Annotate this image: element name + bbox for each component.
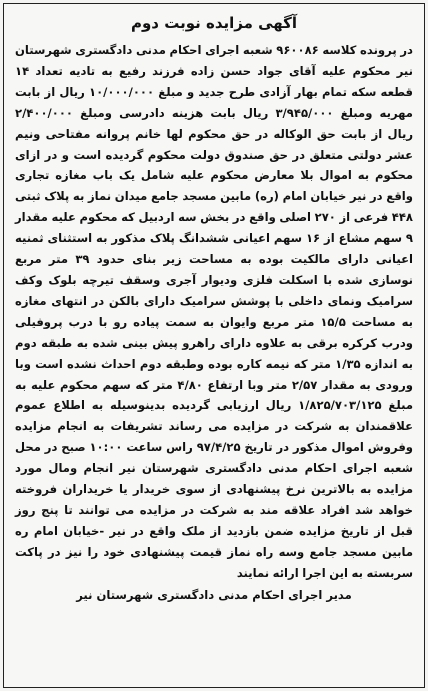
notice-body: در پرونده کلاسه ۹۶۰۰۸۶ شعبه اجرای احکام مدنی دادگستری شهرستان نیر محکوم علیه آقای جواد حسن زاده فرزند رفیع به تادیه تعداد ۱۴ قطعه سکه تمام بهار آزادی طرح جدید و مبلغ ۱۰/۰۰۰/۰۰۰ ریال از بابت مهریه ومبلغ ۳/۹۴۵/۰۰۰ ریال بابت هزینه دادرسی ومبلغ ۲/۴۰۰/۰۰۰ ریال از بابت حق الوکاله در حق محکوم لها خانم پروانه مفتاحی ونیم عشر دولتی متعلق در حق صندوق دولت محکوم گردیده است و در ازای محکوم به اموال بلا معارض محکوم علیه شامل یک باب مغازه تجاری واقع در نیر خیابان امام (ره) مابین مسجد جامع میدان نماز به پلاک ثبتی ۴۴۸ فرعی از ۲۷۰ اصلی واقع در بخش سه اردبیل که محکوم علیه مقدار ۹ سهم مشاع از ۱۶ سهم اعیانی ششدانگ پلاک مذکور به استثنای ثمنیه اعیانی دارای مالکیت بوده به مساحت زیر بنای حدود ۳۹ متر مربع نوسازی شده با اسکلت فلزی ودیوار آجری وسقف تیرچه بلوک وکف سرامیک ونمای داخلی با پوشش سرامیک دارای بالکن در انتهای مغازه به مساحت ۱۵/۵ متر مربع وایوان به سمت پیاده رو با درب پروفیلی ودرب کرکره برقی به علاوه دارای راهرو پیش بینی شده به طبقه دوم به اندازه ۱/۳۵ متر که نیمه کاره بوده وطبقه دوم احداث نشده است وبا ورودی به مقدار ۲/۵۷ متر وبا ارتفاع ۴/۸۰ متر که سهم محکوم علیه به مبلغ ۱/۸۲۵/۷۰۳/۱۲۵ ریال ارزیابی گردیده بدینوسیله به اطلاع عموم علاقمندان به شرکت در مزایده می رساند تشریفات به انجام مزایده وفروش اموال مذکور در تاریخ ۹۷/۴/۲۵ راس ساعت ۱۰:۰۰ صبح در محل شعبه اجرای احکام مدنی دادگستری شهرستان نیر انجام ومال مورد مزایده به بالاترین نرخ پیشنهادی از سوی خریدار یا خریداران فروخته خواهد شد افراد علاقه مند به شرکت در مزایده می توانند تا پنج روز قبل از تاریخ مزایده ضمن بازدید از ملک واقع در نیر -خیابان امام ره مابین مسجد جامع وسه راه نماز قیمت پیشنهادی خود را نیز در پاکت سربسته به این اجرا ارائه نمایند	[15, 43, 414, 580]
notice-title: آگهی مزایده نوبت دوم	[130, 14, 298, 32]
notice-signature: مدیر اجرای احکام مدنی دادگستری شهرستان نیر	[76, 587, 352, 602]
auction-notice	[3, 3, 425, 688]
